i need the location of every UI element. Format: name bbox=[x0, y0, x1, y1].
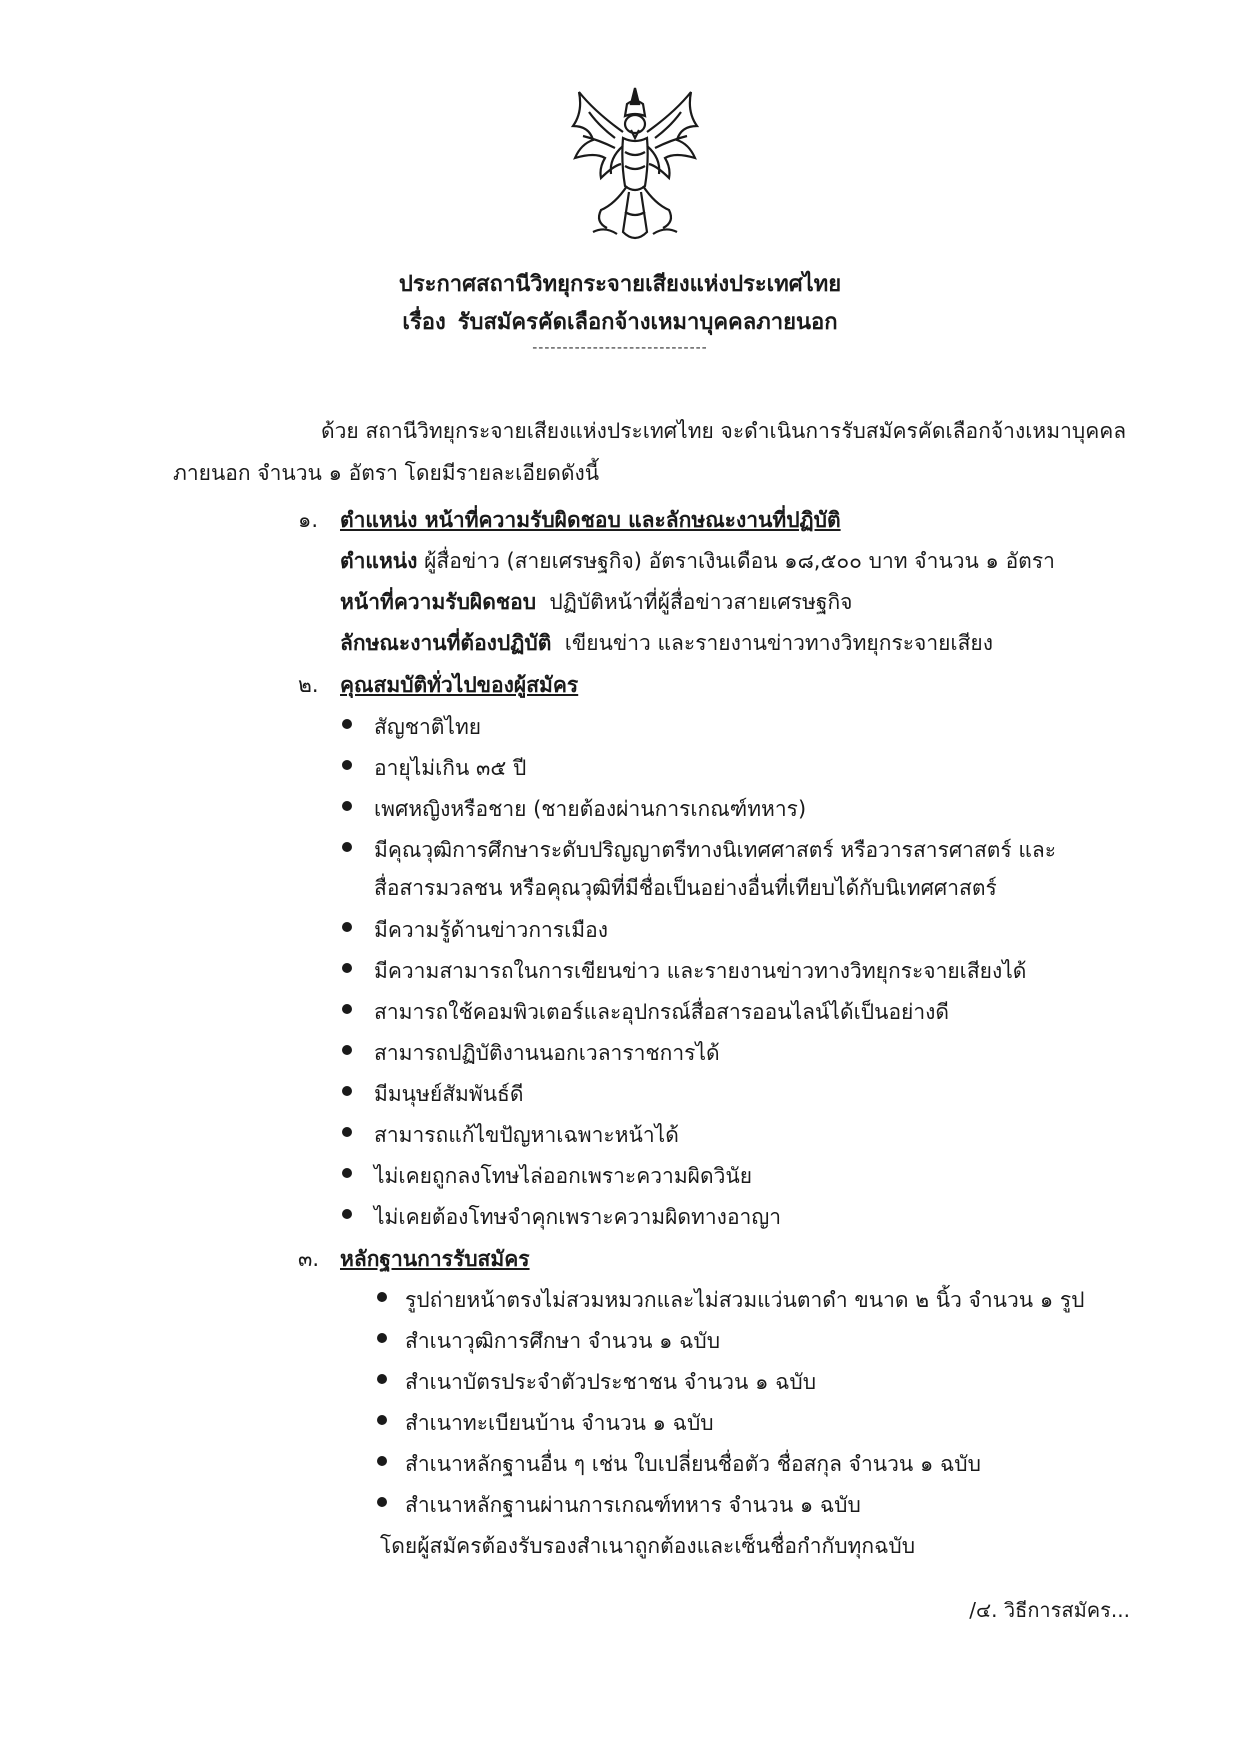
section1-title: ตำแหน่ง หน้าที่ความรับผิดชอบ และลักษณะงานที่ปฏิบัติ bbox=[340, 508, 841, 532]
intro-paragraph: ด้วย สถานีวิทยุกระจายเสียงแห่งประเทศไทย จะดำเนินการรับสมัครคัดเลือกจ้างเหมาบุคคลภายนอก จำนวน ๑ อัตรา โดยมีรายละเอียดดังนี้ bbox=[173, 419, 1127, 485]
list-item: สำเนาทะเบียนบ้าน จำนวน ๑ ฉบับ bbox=[405, 1407, 714, 1440]
list-item: มีมนุษย์สัมพันธ์ดี bbox=[374, 1078, 524, 1111]
bullet-icon bbox=[342, 1004, 352, 1014]
announcement-title: ประกาศสถานีวิทยุกระจายเสียงแห่งประเทศไทย bbox=[398, 272, 842, 297]
duty-value: ปฏิบัติหน้าที่ผู้สื่อข่าวสายเศรษฐกิจ bbox=[549, 590, 853, 614]
list-item: สำเนาวุฒิการศึกษา จำนวน ๑ ฉบับ bbox=[405, 1325, 720, 1358]
continuation-note: /๔. วิธีการสมัคร... bbox=[969, 1598, 1130, 1622]
bullet-icon bbox=[342, 1127, 352, 1137]
section3-number: ๓. bbox=[298, 1247, 320, 1271]
list-item-continuation: สื่อสารมวลชน หรือคุณวุฒิที่มีชื่อเป็นอย่างอื่นที่เทียบได้กับนิเทศศาสตร์ bbox=[374, 876, 997, 900]
position-value: ผู้สื่อข่าว (สายเศรษฐกิจ) อัตราเงินเดือน ๑๘,๕๐๐ บาท จำนวน ๑ อัตรา bbox=[424, 549, 1055, 573]
list-item: สัญชาติไทย bbox=[374, 711, 481, 744]
work-value: เขียนข่าว และรายงานข่าวทางวิทยุกระจายเสียง bbox=[564, 631, 993, 655]
list-item: มีความสามารถในการเขียนข่าว และรายงานข่าวทางวิทยุกระจายเสียงได้ bbox=[374, 955, 1026, 988]
bullet-icon bbox=[377, 1292, 387, 1302]
bullet-icon bbox=[342, 1086, 352, 1096]
position-label: ตำแหน่ง bbox=[340, 549, 418, 573]
bullet-icon bbox=[342, 1045, 352, 1055]
list-item: สำเนาหลักฐานผ่านการเกณฑ์ทหาร จำนวน ๑ ฉบับ bbox=[405, 1489, 861, 1522]
list-item: ไม่เคยถูกลงโทษไล่ออกเพราะความผิดวินัย bbox=[374, 1160, 752, 1193]
list-item: สำเนาบัตรประจำตัวประชาชน จำนวน ๑ ฉบับ bbox=[405, 1366, 816, 1399]
list-item: มีคุณวุฒิการศึกษาระดับปริญญาตรีทางนิเทศศาสตร์ หรือวารสารศาสตร์ และ bbox=[374, 834, 1056, 867]
bullet-icon bbox=[342, 719, 352, 729]
list-item: สามารถใช้คอมพิวเตอร์และอุปกรณ์สื่อสารออนไลน์ได้เป็นอย่างดี bbox=[374, 996, 949, 1029]
list-item: สามารถแก้ไขปัญหาเฉพาะหน้าได้ bbox=[374, 1119, 679, 1152]
bullet-icon bbox=[342, 1209, 352, 1219]
section3-title: หลักฐานการรับสมัคร bbox=[340, 1247, 530, 1271]
duty-line bbox=[340, 586, 852, 619]
bullet-icon bbox=[342, 801, 352, 811]
bullet-icon bbox=[377, 1456, 387, 1466]
garuda-emblem-icon bbox=[565, 82, 705, 252]
position-line bbox=[340, 545, 1055, 578]
bullet-icon bbox=[377, 1333, 387, 1343]
duty-label: หน้าที่ความรับผิดชอบ bbox=[340, 590, 537, 614]
work-line bbox=[340, 627, 993, 660]
bullet-icon bbox=[342, 922, 352, 932]
bullet-icon bbox=[342, 1168, 352, 1178]
list-item: สามารถปฏิบัติงานนอกเวลาราชการได้ bbox=[374, 1037, 720, 1070]
bullet-icon bbox=[377, 1374, 387, 1384]
work-label: ลักษณะงานที่ต้องปฏิบัติ bbox=[340, 631, 552, 655]
subject-label: เรื่อง bbox=[402, 310, 446, 335]
bullet-icon bbox=[342, 760, 352, 770]
bullet-icon bbox=[342, 963, 352, 973]
bullet-icon bbox=[377, 1497, 387, 1507]
section2-title: คุณสมบัติทั่วไปของผู้สมัคร bbox=[340, 673, 579, 697]
list-item: เพศหญิงหรือชาย (ชายต้องผ่านการเกณฑ์ทหาร) bbox=[374, 793, 806, 826]
section2-number: ๒. bbox=[298, 673, 319, 697]
list-item: รูปถ่ายหน้าตรงไม่สวมหมวกและไม่สวมแว่นตาดำ ขนาด ๒ นิ้ว จำนวน ๑ รูป bbox=[405, 1284, 1084, 1317]
list-item: มีความรู้ด้านข่าวการเมือง bbox=[374, 914, 608, 947]
list-item: อายุไม่เกิน ๓๕ ปี bbox=[374, 752, 526, 785]
title-divider: ----------------------------- bbox=[532, 340, 708, 356]
list-item: ไม่เคยต้องโทษจำคุกเพราะความผิดทางอาญา bbox=[374, 1201, 781, 1234]
subject-text: รับสมัครคัดเลือกจ้างเหมาบุคคลภายนอก bbox=[457, 310, 838, 335]
announcement-subject bbox=[0, 304, 1240, 339]
list-item: สำเนาหลักฐานอื่น ๆ เช่น ใบเปลี่ยนชื่อตัว ชื่อสกุล จำนวน ๑ ฉบับ bbox=[405, 1448, 981, 1481]
bullet-icon bbox=[377, 1415, 387, 1425]
bullet-icon bbox=[342, 842, 352, 852]
section1-number: ๑. bbox=[298, 508, 319, 532]
certification-note: โดยผู้สมัครต้องรับรองสำเนาถูกต้องและเซ็นชื่อกำกับทุกฉบับ bbox=[380, 1534, 916, 1558]
